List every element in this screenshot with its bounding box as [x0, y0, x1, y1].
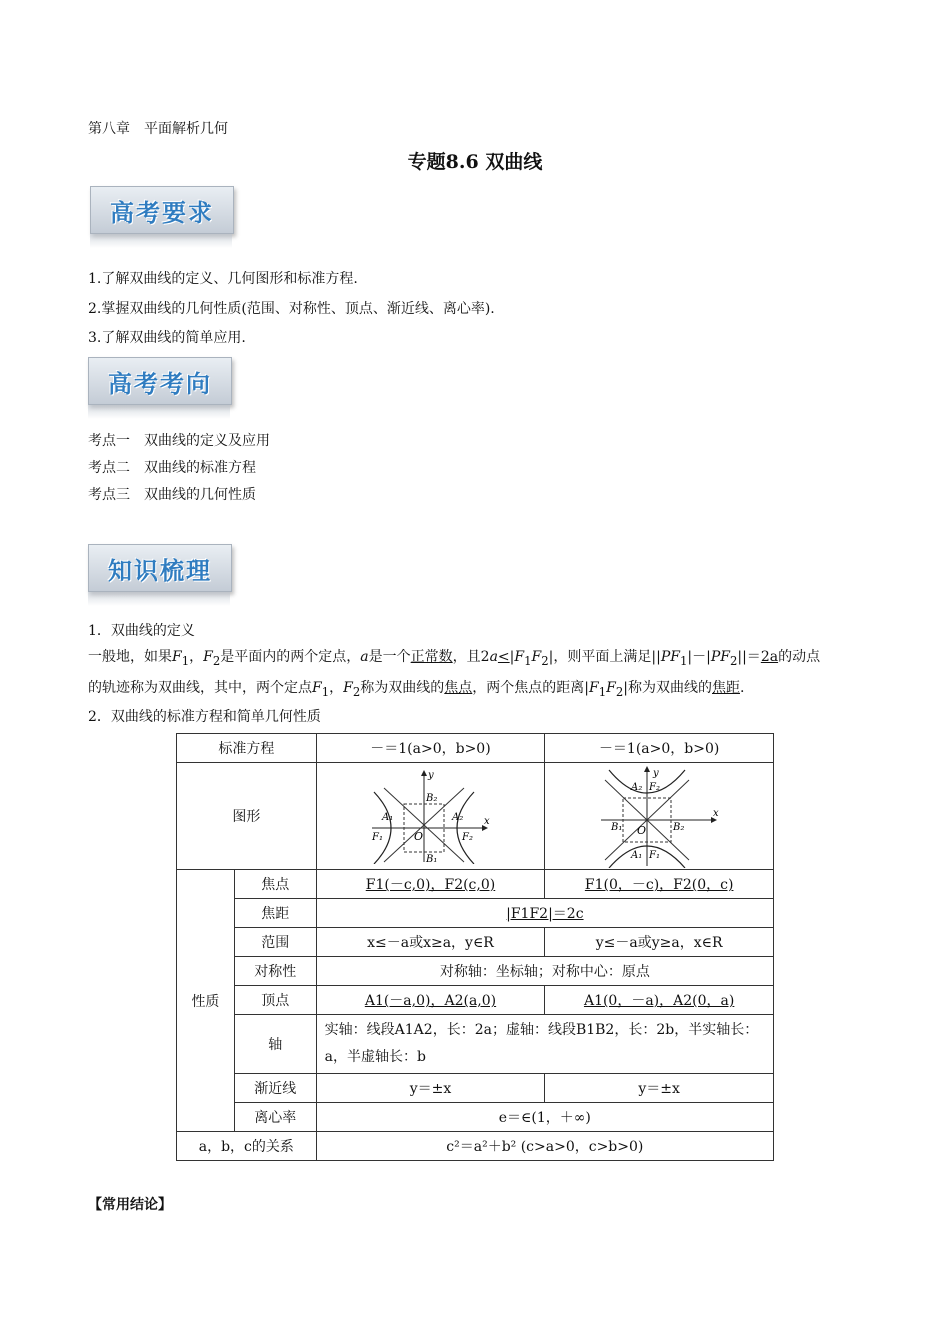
common-conclusions-heading: 【常用结论】 [88, 1197, 172, 1213]
table-row [177, 928, 774, 957]
page-title: 专题8.6 双曲线 [407, 151, 543, 173]
table-row [177, 957, 774, 986]
label-f2: F₂ [649, 782, 661, 793]
equation-horizontal: －＝1(a>0，b>0) [316, 734, 545, 763]
row-label-axis: 轴 [234, 1015, 316, 1074]
equation-vertical: －＝1(a>0，b>0) [545, 734, 774, 763]
banner-requirements-label: 高考要求 [110, 197, 214, 227]
row-label-eccentricity: 离心率 [234, 1103, 316, 1132]
requirement-item: 1.了解双曲线的定义、几何图形和标准方程. [88, 271, 358, 287]
label-a2: A₂ [631, 782, 643, 793]
axis-label-x: x [713, 808, 719, 819]
origin-label: O [414, 830, 424, 843]
symmetry-value: 对称轴：坐标轴；对称中心：原点 [316, 957, 773, 986]
exam-point-item: 考点三 双曲线的几何性质 [88, 487, 256, 503]
abc-relation-value: c²＝a²＋b² (c>a>0，c>b>0) [316, 1132, 773, 1161]
table-row [177, 1103, 774, 1132]
asymptote-horizontal: y＝±x [316, 1074, 545, 1103]
label-b1: B₁ [426, 854, 438, 864]
row-label-figure: 图形 [177, 763, 317, 870]
origin-label: O [637, 824, 647, 837]
table-row [177, 986, 774, 1015]
focus-horizontal: F1(－c,0)，F2(c,0) [316, 870, 545, 899]
focus-vertical: F1(0，－c)，F2(0，c) [545, 870, 774, 899]
label-a1: A₁ [631, 850, 643, 861]
hyperbola-properties-table [176, 733, 774, 1161]
banner-directions-label: 高考考向 [108, 368, 212, 398]
exam-point-item: 考点一 双曲线的定义及应用 [88, 433, 270, 449]
group-label-properties: 性质 [177, 870, 235, 1132]
row-label-symmetry: 对称性 [234, 957, 316, 986]
banner-knowledge-label: 知识梳理 [108, 555, 212, 585]
label-a1: A₁ [382, 812, 394, 823]
horizontal-hyperbola-figure [368, 768, 492, 864]
label-b1: B₁ [611, 822, 623, 833]
blank-less-than: < [497, 649, 510, 665]
blank-2a: 2a [760, 649, 779, 665]
blank-focal-distance: 焦距 [712, 679, 740, 696]
row-label-asymptote: 渐近线 [234, 1074, 316, 1103]
axis-label-x: x [484, 816, 491, 827]
label-f1: F₁ [649, 850, 661, 861]
blank-constant: 正常数 [410, 649, 453, 665]
row-label-abc-relation: a，b，c的关系 [177, 1132, 317, 1161]
table-row [177, 1015, 774, 1074]
section-1-heading: 1．双曲线的定义 [88, 623, 195, 639]
eccentricity-value: e＝∈(1，＋∞) [316, 1103, 773, 1132]
axis-value: 实轴：线段A1A2，长：2a；虚轴：线段B1B2，长：2b，半实轴长：a，半虚轴长：b [316, 1015, 773, 1074]
requirement-item: 3.了解双曲线的简单应用. [88, 330, 246, 346]
header-standard-equation: 标准方程 [177, 734, 317, 763]
asymptote-vertical: y＝±x [545, 1074, 774, 1103]
figure-horizontal-cell [316, 763, 545, 870]
table-row [177, 763, 774, 870]
figure-vertical-cell [545, 763, 774, 870]
blank-focus: 焦点 [444, 679, 473, 696]
table-row [177, 734, 774, 763]
label-b2: B₂ [426, 793, 438, 804]
table-row [177, 870, 774, 899]
row-label-range: 范围 [234, 928, 316, 957]
row-label-focus: 焦点 [234, 870, 316, 899]
label-f1: F₁ [372, 832, 384, 843]
axis-label-y: y [653, 768, 659, 779]
requirement-item: 2.掌握双曲线的几何性质(范围、对称性、顶点、渐近线、离心率). [88, 301, 495, 317]
section-2-heading: 2．双曲线的标准方程和简单几何性质 [88, 709, 321, 725]
banner-requirements [90, 186, 234, 248]
label-b2: B₂ [673, 822, 685, 833]
chapter-heading: 第八章 平面解析几何 [88, 121, 228, 137]
label-f2: F₂ [462, 832, 474, 843]
table-row [177, 1132, 774, 1161]
banner-directions [88, 357, 232, 419]
range-horizontal: x≤－a或x≥a，y∈R [316, 928, 545, 957]
table-row [177, 899, 774, 928]
table-row [177, 1074, 774, 1103]
exam-point-item: 考点二 双曲线的标准方程 [88, 460, 256, 476]
vertex-vertical: A1(0，－a)，A2(0，a) [545, 986, 774, 1015]
label-a2: A₂ [452, 812, 464, 823]
banner-knowledge [88, 544, 232, 606]
row-label-vertex: 顶点 [234, 986, 316, 1015]
focal-distance-value: |F1F2|＝2c [316, 899, 773, 928]
vertex-horizontal: A1(－a,0)，A2(a,0) [316, 986, 545, 1015]
row-label-focal-distance: 焦距 [234, 899, 316, 928]
range-vertical: y≤－a或y≥a，x∈R [545, 928, 774, 957]
definition-paragraph: 一般地，如果$F_1$，$F_2$是平面内的两个定点，a是一个正常数，且$2a<|F_1F_2|$，则平面上满足$||PF_1|-|PF_2||=2a$的动点 的轨迹称为双曲线，其中，两个定点$F_1$，$F_2$称为双曲线的焦点，两个焦点的距离$|F_1F_2|$称为双曲线的焦距. [88, 649, 821, 699]
vertical-hyperbola-figure [597, 764, 721, 868]
axis-label-y: y [428, 770, 435, 781]
